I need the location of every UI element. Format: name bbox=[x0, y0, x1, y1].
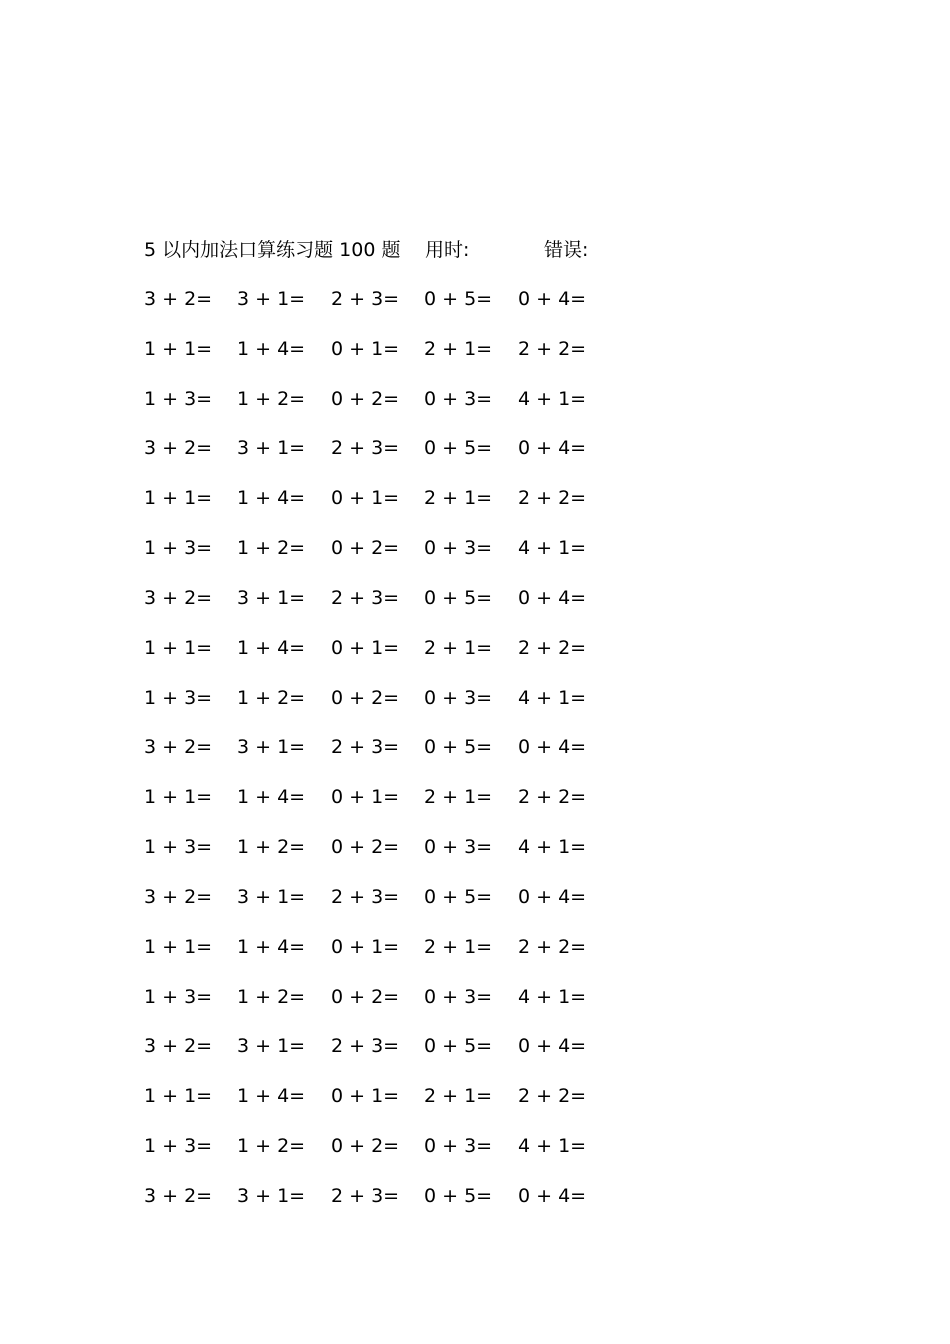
addition-problem: 2 + 2= bbox=[518, 935, 587, 958]
addition-problem: 1 + 1= bbox=[144, 1085, 213, 1108]
addition-problem: 0 + 3= bbox=[424, 537, 493, 560]
addition-problem: 1 + 2= bbox=[237, 387, 306, 410]
addition-problem: 0 + 5= bbox=[424, 1035, 493, 1058]
addition-problem: 0 + 4= bbox=[518, 736, 587, 759]
addition-problem: 3 + 2= bbox=[144, 288, 213, 310]
problem-row bbox=[144, 1132, 624, 1182]
addition-problem: 3 + 1= bbox=[237, 885, 306, 908]
addition-problem: 3 + 2= bbox=[144, 885, 213, 908]
addition-problem: 2 + 2= bbox=[518, 487, 587, 510]
errors-label: 错误: bbox=[544, 239, 589, 261]
addition-problem: 0 + 4= bbox=[518, 1184, 587, 1207]
addition-problem: 0 + 2= bbox=[331, 836, 400, 859]
addition-problem: 0 + 5= bbox=[424, 288, 493, 310]
addition-problem: 2 + 1= bbox=[424, 935, 493, 958]
addition-problem: 0 + 3= bbox=[424, 836, 493, 859]
problem-row bbox=[144, 434, 624, 484]
addition-problem: 1 + 3= bbox=[144, 686, 213, 709]
addition-problem: 2 + 3= bbox=[331, 885, 400, 908]
addition-problem: 3 + 1= bbox=[237, 736, 306, 759]
addition-problem: 2 + 1= bbox=[424, 337, 493, 360]
addition-problem: 0 + 4= bbox=[518, 288, 587, 310]
addition-problem: 0 + 1= bbox=[331, 786, 400, 809]
problem-row bbox=[144, 783, 624, 833]
addition-problem: 0 + 2= bbox=[331, 686, 400, 709]
addition-problem: 4 + 1= bbox=[518, 985, 587, 1008]
addition-problem: 2 + 3= bbox=[331, 288, 400, 310]
addition-problem: 0 + 2= bbox=[331, 985, 400, 1008]
addition-problem: 3 + 1= bbox=[237, 586, 306, 609]
addition-problem: 3 + 1= bbox=[237, 1184, 306, 1207]
worksheet-title: 5 以内加法口算练习题 100 题 bbox=[144, 239, 401, 261]
addition-problem: 0 + 1= bbox=[331, 1085, 400, 1108]
addition-problem: 1 + 1= bbox=[144, 487, 213, 510]
addition-problem: 2 + 2= bbox=[518, 1085, 587, 1108]
addition-problem: 1 + 1= bbox=[144, 935, 213, 958]
addition-problem: 3 + 2= bbox=[144, 1035, 213, 1058]
problem-row bbox=[144, 534, 624, 584]
addition-problem: 1 + 4= bbox=[237, 636, 306, 659]
addition-problem: 3 + 1= bbox=[237, 288, 306, 310]
addition-problem: 2 + 3= bbox=[331, 1035, 400, 1058]
problem-row bbox=[144, 385, 624, 435]
problem-row bbox=[144, 634, 624, 684]
addition-problem: 0 + 4= bbox=[518, 885, 587, 908]
problem-row bbox=[144, 484, 624, 534]
problem-row bbox=[144, 335, 624, 385]
worksheet-header bbox=[144, 236, 704, 264]
addition-problem: 4 + 1= bbox=[518, 1135, 587, 1158]
problem-row bbox=[144, 584, 624, 634]
problem-row bbox=[144, 285, 624, 335]
addition-problem: 0 + 1= bbox=[331, 636, 400, 659]
addition-problem: 1 + 1= bbox=[144, 636, 213, 659]
addition-problem: 2 + 1= bbox=[424, 786, 493, 809]
addition-problem: 1 + 4= bbox=[237, 487, 306, 510]
addition-problem: 0 + 1= bbox=[331, 337, 400, 360]
addition-problem: 1 + 1= bbox=[144, 337, 213, 360]
addition-problem: 1 + 4= bbox=[237, 935, 306, 958]
problem-grid bbox=[144, 285, 624, 1232]
problem-row bbox=[144, 1082, 624, 1132]
problem-row bbox=[144, 833, 624, 883]
problem-row bbox=[144, 983, 624, 1033]
addition-problem: 0 + 5= bbox=[424, 885, 493, 908]
addition-problem: 1 + 4= bbox=[237, 786, 306, 809]
addition-problem: 1 + 1= bbox=[144, 786, 213, 809]
addition-problem: 0 + 3= bbox=[424, 1135, 493, 1158]
addition-problem: 1 + 2= bbox=[237, 836, 306, 859]
addition-problem: 0 + 4= bbox=[518, 437, 587, 460]
time-used-label: 用时: bbox=[425, 239, 470, 261]
addition-problem: 3 + 2= bbox=[144, 437, 213, 460]
addition-problem: 1 + 2= bbox=[237, 537, 306, 560]
addition-problem: 4 + 1= bbox=[518, 686, 587, 709]
problem-row bbox=[144, 733, 624, 783]
addition-problem: 0 + 2= bbox=[331, 1135, 400, 1158]
addition-problem: 4 + 1= bbox=[518, 387, 587, 410]
addition-problem: 2 + 1= bbox=[424, 487, 493, 510]
addition-problem: 2 + 1= bbox=[424, 1085, 493, 1108]
addition-problem: 0 + 5= bbox=[424, 437, 493, 460]
addition-problem: 0 + 5= bbox=[424, 1184, 493, 1207]
addition-problem: 0 + 1= bbox=[331, 487, 400, 510]
addition-problem: 2 + 3= bbox=[331, 736, 400, 759]
addition-problem: 1 + 2= bbox=[237, 1135, 306, 1158]
addition-problem: 0 + 4= bbox=[518, 1035, 587, 1058]
addition-problem: 0 + 4= bbox=[518, 586, 587, 609]
addition-problem: 4 + 1= bbox=[518, 537, 587, 560]
addition-problem: 0 + 5= bbox=[424, 736, 493, 759]
addition-problem: 2 + 2= bbox=[518, 337, 587, 360]
addition-problem: 2 + 3= bbox=[331, 586, 400, 609]
problem-row bbox=[144, 1182, 624, 1232]
addition-problem: 1 + 3= bbox=[144, 537, 213, 560]
addition-problem: 1 + 2= bbox=[237, 985, 306, 1008]
addition-problem: 2 + 1= bbox=[424, 636, 493, 659]
addition-problem: 2 + 2= bbox=[518, 636, 587, 659]
addition-problem: 0 + 3= bbox=[424, 686, 493, 709]
addition-problem: 3 + 1= bbox=[237, 1035, 306, 1058]
addition-problem: 2 + 2= bbox=[518, 786, 587, 809]
addition-problem: 0 + 2= bbox=[331, 387, 400, 410]
problem-row bbox=[144, 1032, 624, 1082]
addition-problem: 0 + 3= bbox=[424, 387, 493, 410]
addition-problem: 3 + 2= bbox=[144, 586, 213, 609]
addition-problem: 2 + 3= bbox=[331, 437, 400, 460]
addition-problem: 0 + 5= bbox=[424, 586, 493, 609]
addition-problem: 1 + 4= bbox=[237, 337, 306, 360]
problem-row bbox=[144, 684, 624, 734]
addition-problem: 1 + 4= bbox=[237, 1085, 306, 1108]
addition-problem: 3 + 2= bbox=[144, 736, 213, 759]
addition-problem: 1 + 3= bbox=[144, 985, 213, 1008]
addition-problem: 3 + 2= bbox=[144, 1184, 213, 1207]
problem-row bbox=[144, 883, 624, 933]
problem-row bbox=[144, 933, 624, 983]
addition-problem: 0 + 2= bbox=[331, 537, 400, 560]
addition-problem: 3 + 1= bbox=[237, 437, 306, 460]
addition-problem: 1 + 3= bbox=[144, 836, 213, 859]
addition-problem: 1 + 2= bbox=[237, 686, 306, 709]
addition-problem: 1 + 3= bbox=[144, 1135, 213, 1158]
addition-problem: 1 + 3= bbox=[144, 387, 213, 410]
addition-problem: 2 + 3= bbox=[331, 1184, 400, 1207]
addition-problem: 4 + 1= bbox=[518, 836, 587, 859]
addition-problem: 0 + 3= bbox=[424, 985, 493, 1008]
addition-problem: 0 + 1= bbox=[331, 935, 400, 958]
